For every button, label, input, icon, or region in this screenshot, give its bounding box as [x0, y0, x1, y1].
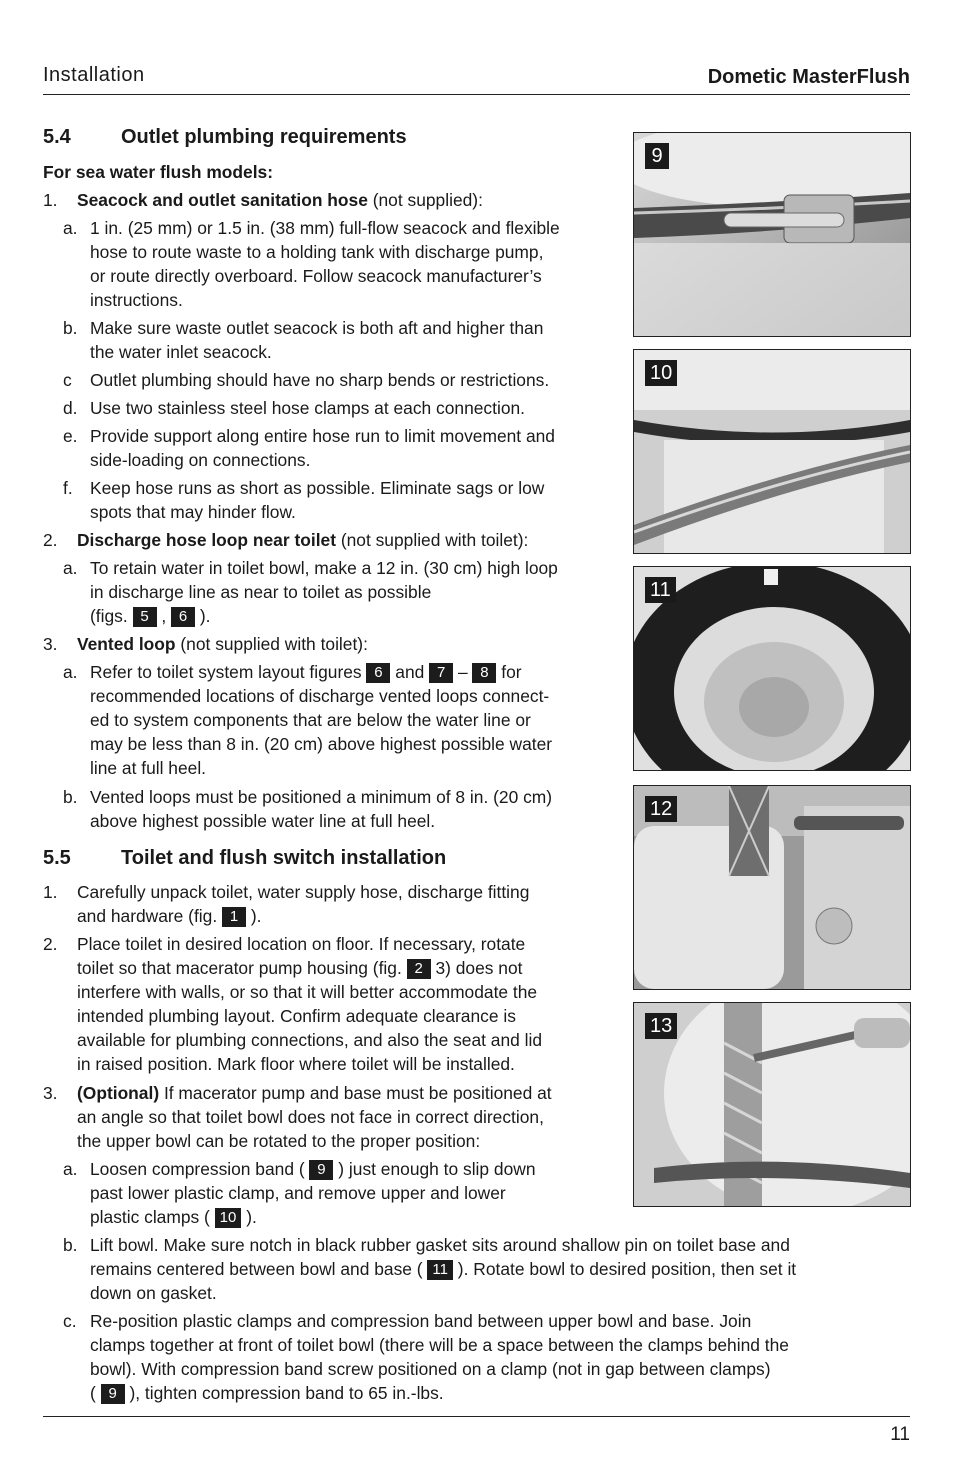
footer-rule: [43, 1416, 910, 1417]
header-rule: [43, 94, 910, 95]
list-item: Carefully unpack toilet, water supply hose, discharge fitting and hardware (fig. 1 ).: [77, 882, 530, 926]
figure-12-photo: [633, 785, 911, 990]
figure-ref-badge: 8: [472, 663, 496, 683]
figure-ref-badge: 2: [407, 959, 431, 979]
sub-item: Keep hose runs as short as possible. Eliminate sags or low spots that may hinder flow.: [90, 478, 545, 522]
figure-ref-badge: 1: [222, 907, 246, 927]
figure-number: 9: [645, 143, 669, 169]
figure-ref-badge: 9: [309, 1160, 333, 1180]
sub-item: Provide support along entire hose run to limit movement and side-loading on connections.: [90, 426, 555, 470]
page-number: 11: [890, 1424, 910, 1445]
sub-item-letter: a.: [63, 218, 78, 238]
sub-item-letter: b.: [63, 318, 78, 338]
sub-item-letter: a.: [63, 558, 78, 578]
sub-item-letter: b.: [63, 1235, 78, 1255]
section-header: Installation: [43, 64, 145, 86]
figure-ref-badge: 5: [133, 607, 157, 627]
list-number: 1.: [43, 190, 58, 210]
sub-item-letter: d.: [63, 398, 78, 418]
figure-number: 11: [645, 577, 676, 603]
figure-ref-badge: 7: [429, 663, 453, 683]
sub-item: Use two stainless steel hose clamps at each connection.: [90, 398, 525, 418]
figure-ref-badge: 9: [101, 1384, 125, 1404]
sub-item: Make sure waste outlet seacock is both aft and higher than the water inlet seacock.: [90, 318, 544, 362]
list-item: Place toilet in desired location on floor. If necessary, rotate toilet so that macerator pump housing (fig. 2 3) does not interfere with walls, or so that it will better accommodate the intended plumbing layout. Confirm adequate clearance is available for plumbing connections, and also the seat and lid in raised position. Mark floor where toilet will be installed.: [77, 934, 543, 1074]
sub-item: Lift bowl. Make sure notch in black rubber gasket sits around shallow pin on toilet base and remains centered between bowl and base ( 11 ). Rotate bowl to desired position, then set it down on gasket.: [90, 1235, 797, 1303]
figure-number: 12: [645, 796, 677, 822]
list-number: 2.: [43, 934, 58, 954]
sub-item: To retain water in toilet bowl, make a 12 in. (30 cm) high loop in discharge line as near to toilet as possible (figs. 5 , 6 ).: [90, 558, 558, 626]
sub-item-letter: a.: [63, 1159, 78, 1179]
figure-11-photo: [633, 566, 911, 771]
figure-10-photo: [633, 349, 911, 554]
sub-item: 1 in. (25 mm) or 1.5 in. (38 mm) full-flow seacock and flexible hose to route waste to a holding tank with discharge pump, or route directly overboard. Follow seacock manufacturer’s instructions.: [90, 218, 560, 310]
list-number: 1.: [43, 882, 58, 902]
list-number: 3.: [43, 634, 58, 654]
list-number: 2.: [43, 530, 58, 550]
sub-item: Loosen compression band ( 9 ) just enough to slip down past lower plastic clamp, and remove upper and lower plastic clamps ( 10 ).: [90, 1159, 536, 1227]
figure-9-photo: [633, 132, 911, 337]
sub-item-letter: a.: [63, 662, 78, 682]
figure-13-photo: [633, 1002, 911, 1207]
sub-item-letter: e.: [63, 426, 78, 446]
list-number: 3.: [43, 1083, 58, 1103]
sub-item-letter: c: [63, 370, 72, 390]
list-item: Seacock and outlet sanitation hose (not supplied):: [77, 190, 483, 210]
sub-item: Outlet plumbing should have no sharp bends or restrictions.: [90, 370, 550, 390]
sub-item: Re-position plastic clamps and compression band between upper bowl and base. Join clamps together at front of toilet bowl (there will be a space between the clamps behind the bowl). With compression band screw positioned on a clamp (not in gap between clamps) ( 9 ), tighten compression band to 65 in.-lbs.: [90, 1311, 789, 1403]
sub-item-letter: f.: [63, 478, 73, 498]
list-item: (Optional) If macerator pump and base must be positioned at an angle so that toilet bowl does not face in correct direction, the upper bowl can be rotated to the proper position:: [77, 1083, 552, 1151]
figure-ref-badge: 6: [171, 607, 195, 627]
product-name: Dometic MasterFlush: [707, 66, 910, 88]
list-item: Vented loop (not supplied with toilet):: [77, 634, 368, 654]
sub-item-letter: b.: [63, 787, 78, 807]
figure-number: 10: [645, 360, 677, 386]
list-item: Discharge hose loop near toilet (not supplied with toilet):: [77, 530, 529, 550]
sub-item: Vented loops must be positioned a minimum of 8 in. (20 cm) above highest possible water line at full heel.: [90, 787, 553, 831]
section-5-5-heading: 5.5 Toilet and flush switch installation: [43, 847, 447, 869]
figure-ref-badge: 10: [215, 1208, 242, 1228]
figure-number: 13: [645, 1013, 677, 1039]
section-5-4-heading: 5.4 Outlet plumbing requirements: [43, 126, 407, 148]
figure-ref-badge: 6: [366, 663, 390, 683]
sub-item: Refer to toilet system layout figures 6 and 7 – 8 for recommended locations of discharge vented loops connect- ed to system components that are below the water line or may be less than 8 in. (20 cm) above highest possible water line at full heel.: [90, 662, 553, 778]
compression-band-photo-icon: [634, 133, 910, 336]
sea-water-subheading: For sea water flush models:: [43, 162, 274, 182]
figure-ref-badge: 11: [427, 1260, 453, 1280]
sub-item-letter: c.: [63, 1311, 77, 1331]
